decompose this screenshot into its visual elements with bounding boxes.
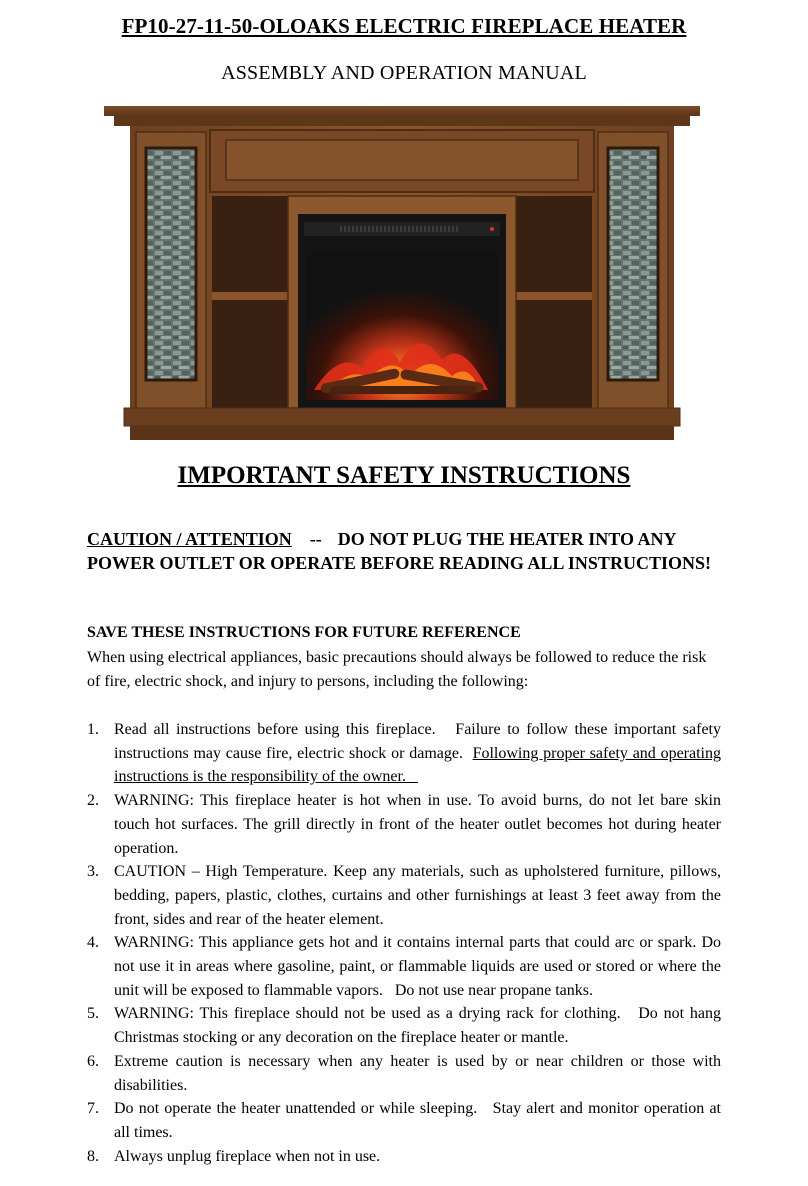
mantel-body bbox=[104, 106, 700, 440]
intro-paragraph: When using electrical appliances, basic precautions should always be followed to reduce the risk of fire, electric shock, and injury to persons, including the following: bbox=[87, 649, 707, 690]
item-number: 8. bbox=[87, 1147, 99, 1165]
mantel-top bbox=[104, 106, 700, 116]
item-number: 7. bbox=[87, 1100, 99, 1118]
item-text: WARNING: This fireplace should not be used as a drying rack for clothing. Do not hang Christmas stocking or any decoration on the fireplace heater or mantle. bbox=[114, 1005, 721, 1047]
caution-separator: -- bbox=[309, 529, 322, 549]
list-item bbox=[87, 1097, 721, 1144]
item-text: Do not operate the heater unattended or while sleeping. Stay alert and monitor operation at all times. bbox=[114, 1100, 721, 1141]
left-stone-panel bbox=[146, 148, 196, 380]
mantel-base bbox=[124, 408, 680, 426]
list-item bbox=[87, 789, 721, 860]
item-underlined-text: Following proper safety and operating instructions is the responsibility of the owner. bbox=[114, 744, 722, 786]
item-text: WARNING: This fireplace heater is hot when in use. To avoid burns, do not let bare skin touch hot surfaces. The grill directly in front of the heater outlet becomes hot during heater operation. bbox=[114, 792, 721, 857]
item-text: Always unplug fireplace when not in use. bbox=[114, 1147, 381, 1165]
left-shelf bbox=[212, 292, 288, 300]
item-text: Read all instructions before using this fireplace. Failure to follow these important safety instructions may cause fire, electric shock or damage. bbox=[114, 721, 721, 762]
document-title: FP10-27-11-50-OLOAKS ELECTRIC FIREPLACE HEATER bbox=[121, 14, 687, 38]
item-text: WARNING: This appliance gets hot and it contains internal parts that could arc or spark. Do not use it in areas where gasoline, paint, or flammable liquids are used or stored or where the unit will be exposed to flammable vapors. Do not use near propane tanks. bbox=[114, 934, 721, 999]
list-item bbox=[87, 1002, 721, 1049]
right-shelf bbox=[516, 292, 592, 300]
item-number: 2. bbox=[87, 792, 99, 810]
item-number: 1. bbox=[87, 721, 99, 738]
caution-label: CAUTION / ATTENTION bbox=[87, 529, 292, 549]
item-number: 4. bbox=[87, 934, 99, 952]
safety-instructions-list bbox=[87, 718, 721, 1168]
save-instructions-heading: SAVE THESE INSTRUCTIONS FOR FUTURE REFERENCE bbox=[87, 624, 521, 641]
list-item bbox=[87, 1145, 721, 1169]
fireplace-product-photo bbox=[100, 100, 704, 450]
caution-notice bbox=[87, 527, 727, 575]
item-text: Extreme caution is necessary when any heater is used by or near children or those with disabilities. bbox=[114, 1052, 721, 1094]
safety-heading: IMPORTANT SAFETY INSTRUCTIONS bbox=[177, 462, 631, 489]
item-text: CAUTION – High Temperature. Keep any materials, such as upholstered furniture, pillows, bedding, papers, plastic, clothes, curtains and other furnishings at least 3 feet away from the front, sides and rear of the heater element. bbox=[114, 863, 721, 928]
list-item bbox=[87, 718, 721, 789]
list-item bbox=[87, 1050, 721, 1097]
item-number: 6. bbox=[87, 1052, 99, 1070]
document-subtitle: ASSEMBLY AND OPERATION MANUAL bbox=[221, 62, 587, 84]
item-number: 5. bbox=[87, 1005, 99, 1023]
list-item bbox=[87, 860, 721, 931]
list-item bbox=[87, 931, 721, 1002]
caution-text: DO NOT PLUG THE HEATER INTO ANY POWER OUTLET OR OPERATE BEFORE READING ALL INSTRUCTIONS! bbox=[87, 529, 711, 573]
item-number: 3. bbox=[87, 863, 99, 881]
right-stone-panel bbox=[608, 148, 658, 380]
